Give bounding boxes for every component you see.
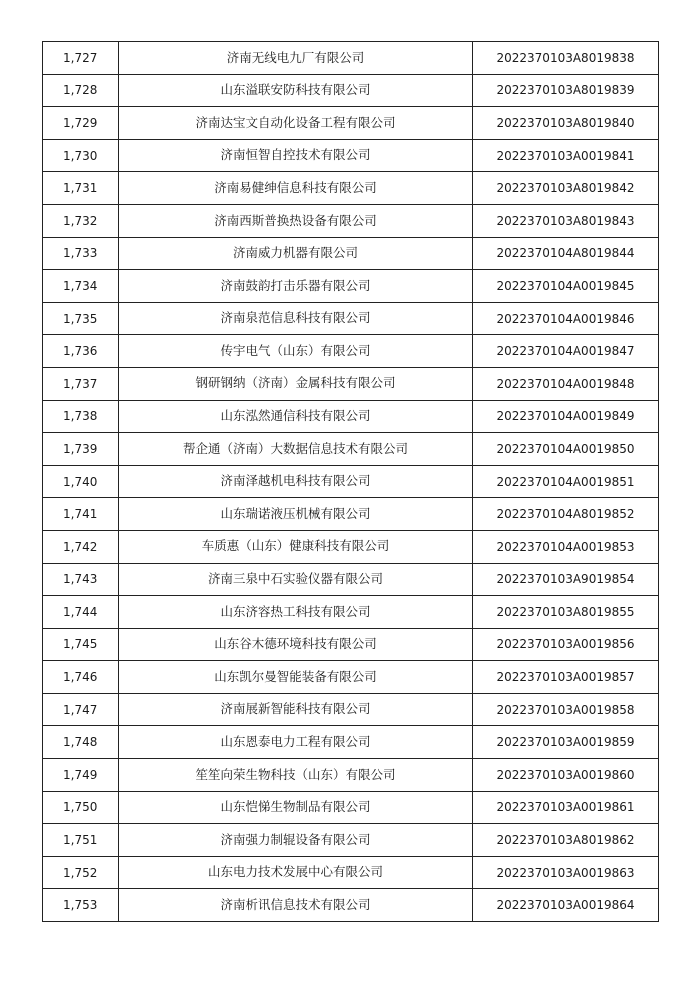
company-name: 山东溢联安防科技有限公司 xyxy=(119,74,473,107)
company-name: 帮企通（济南）大数据信息技术有限公司 xyxy=(119,433,473,466)
table-row xyxy=(43,204,659,237)
registration-code: 2022370104A0019850 xyxy=(473,433,659,466)
registration-code: 2022370103A9019854 xyxy=(473,563,659,596)
company-name: 济南威力机器有限公司 xyxy=(119,237,473,270)
row-number: 1,732 xyxy=(43,204,119,237)
row-number: 1,727 xyxy=(43,42,119,75)
row-number: 1,735 xyxy=(43,302,119,335)
registration-code: 2022370103A0019863 xyxy=(473,856,659,889)
company-name: 济南泉范信息科技有限公司 xyxy=(119,302,473,335)
row-number: 1,731 xyxy=(43,172,119,205)
company-name: 济南析讯信息技术有限公司 xyxy=(119,889,473,922)
table-row xyxy=(43,498,659,531)
company-name: 济南鼓韵打击乐器有限公司 xyxy=(119,270,473,303)
row-number: 1,750 xyxy=(43,791,119,824)
table-row xyxy=(43,42,659,75)
registration-code: 2022370103A8019842 xyxy=(473,172,659,205)
row-number: 1,753 xyxy=(43,889,119,922)
table-row xyxy=(43,889,659,922)
table-row xyxy=(43,107,659,140)
table-row xyxy=(43,400,659,433)
company-name: 传宇电气（山东）有限公司 xyxy=(119,335,473,368)
row-number: 1,743 xyxy=(43,563,119,596)
row-number: 1,737 xyxy=(43,367,119,400)
registration-code: 2022370104A0019845 xyxy=(473,270,659,303)
row-number: 1,728 xyxy=(43,74,119,107)
table-row xyxy=(43,237,659,270)
table-row xyxy=(43,759,659,792)
table-row xyxy=(43,693,659,726)
registration-code: 2022370103A8019840 xyxy=(473,107,659,140)
registration-code: 2022370103A8019855 xyxy=(473,596,659,629)
row-number: 1,745 xyxy=(43,628,119,661)
row-number: 1,734 xyxy=(43,270,119,303)
registration-code: 2022370103A0019858 xyxy=(473,693,659,726)
row-number: 1,738 xyxy=(43,400,119,433)
table-body xyxy=(43,42,659,922)
registration-code: 2022370104A0019853 xyxy=(473,530,659,563)
table-row xyxy=(43,791,659,824)
table-row xyxy=(43,530,659,563)
row-number: 1,739 xyxy=(43,433,119,466)
table-row xyxy=(43,367,659,400)
company-name: 济南无线电九厂有限公司 xyxy=(119,42,473,75)
table-row xyxy=(43,465,659,498)
registration-code: 2022370104A8019844 xyxy=(473,237,659,270)
row-number: 1,736 xyxy=(43,335,119,368)
company-name: 济南三泉中石实验仪器有限公司 xyxy=(119,563,473,596)
table-row xyxy=(43,335,659,368)
company-name: 山东凯尔曼智能装备有限公司 xyxy=(119,661,473,694)
company-name: 山东恩泰电力工程有限公司 xyxy=(119,726,473,759)
company-name: 济南易健绅信息科技有限公司 xyxy=(119,172,473,205)
registration-code: 2022370104A8019852 xyxy=(473,498,659,531)
table-row xyxy=(43,74,659,107)
company-name: 济南恒智自控技术有限公司 xyxy=(119,139,473,172)
table-row xyxy=(43,661,659,694)
table-row xyxy=(43,856,659,889)
row-number: 1,740 xyxy=(43,465,119,498)
company-name: 山东济容热工科技有限公司 xyxy=(119,596,473,629)
company-name: 山东谷木德环境科技有限公司 xyxy=(119,628,473,661)
row-number: 1,730 xyxy=(43,139,119,172)
registration-code: 2022370103A8019838 xyxy=(473,42,659,75)
registration-code: 2022370103A0019856 xyxy=(473,628,659,661)
company-name: 济南展新智能科技有限公司 xyxy=(119,693,473,726)
row-number: 1,729 xyxy=(43,107,119,140)
row-number: 1,749 xyxy=(43,759,119,792)
registration-code: 2022370103A8019839 xyxy=(473,74,659,107)
company-name: 山东电力技术发展中心有限公司 xyxy=(119,856,473,889)
registration-code: 2022370104A0019846 xyxy=(473,302,659,335)
registration-code: 2022370104A0019851 xyxy=(473,465,659,498)
table-row xyxy=(43,139,659,172)
company-name: 钢研钢纳（济南）金属科技有限公司 xyxy=(119,367,473,400)
table-row xyxy=(43,824,659,857)
company-name: 山东瑞诺液压机械有限公司 xyxy=(119,498,473,531)
registration-code: 2022370104A0019848 xyxy=(473,367,659,400)
company-name: 车质惠（山东）健康科技有限公司 xyxy=(119,530,473,563)
registration-code: 2022370103A8019862 xyxy=(473,824,659,857)
company-name: 济南西斯普换热设备有限公司 xyxy=(119,204,473,237)
row-number: 1,752 xyxy=(43,856,119,889)
table-row xyxy=(43,563,659,596)
company-name: 济南泽越机电科技有限公司 xyxy=(119,465,473,498)
company-name: 笙笙向荣生物科技（山东）有限公司 xyxy=(119,759,473,792)
table-row xyxy=(43,302,659,335)
row-number: 1,741 xyxy=(43,498,119,531)
row-number: 1,742 xyxy=(43,530,119,563)
registration-code: 2022370103A0019864 xyxy=(473,889,659,922)
registration-code: 2022370103A0019841 xyxy=(473,139,659,172)
table-row xyxy=(43,726,659,759)
row-number: 1,748 xyxy=(43,726,119,759)
table-row xyxy=(43,596,659,629)
company-name: 山东泓然通信科技有限公司 xyxy=(119,400,473,433)
registration-code: 2022370103A0019857 xyxy=(473,661,659,694)
registration-code: 2022370103A8019843 xyxy=(473,204,659,237)
document-page xyxy=(42,41,658,922)
company-table xyxy=(42,41,659,922)
company-name: 济南强力制辊设备有限公司 xyxy=(119,824,473,857)
company-name: 山东恺悌生物制品有限公司 xyxy=(119,791,473,824)
row-number: 1,751 xyxy=(43,824,119,857)
table-row xyxy=(43,270,659,303)
row-number: 1,747 xyxy=(43,693,119,726)
registration-code: 2022370104A0019849 xyxy=(473,400,659,433)
registration-code: 2022370103A0019861 xyxy=(473,791,659,824)
company-name: 济南达宝文自动化设备工程有限公司 xyxy=(119,107,473,140)
row-number: 1,744 xyxy=(43,596,119,629)
row-number: 1,746 xyxy=(43,661,119,694)
table-row xyxy=(43,628,659,661)
table-row xyxy=(43,433,659,466)
registration-code: 2022370104A0019847 xyxy=(473,335,659,368)
row-number: 1,733 xyxy=(43,237,119,270)
table-row xyxy=(43,172,659,205)
registration-code: 2022370103A0019859 xyxy=(473,726,659,759)
registration-code: 2022370103A0019860 xyxy=(473,759,659,792)
